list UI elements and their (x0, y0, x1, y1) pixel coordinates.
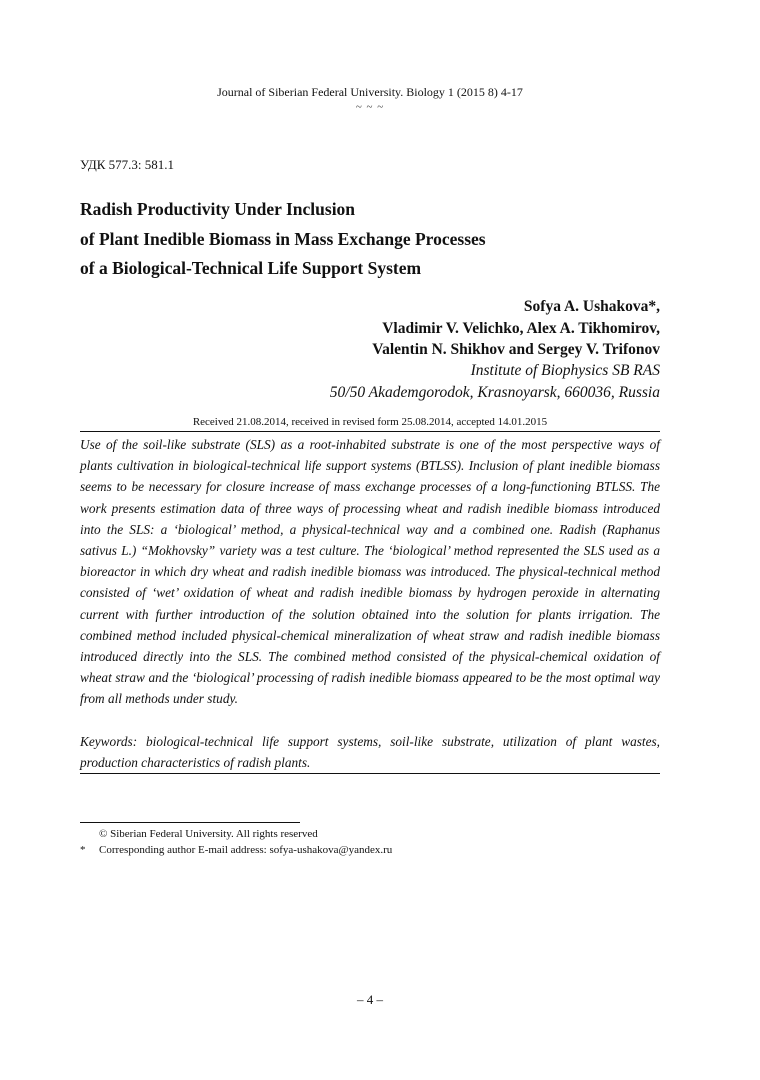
affiliation-line: Institute of Biophysics SB RAS (470, 362, 660, 379)
author-line: Vladimir V. Velichko, Alex A. Tikhomirov, (382, 319, 660, 337)
abstract-top-rule (80, 431, 660, 432)
footnote-rule (80, 822, 300, 823)
received-dates: Received 21.08.2014, received in revised form 25.08.2014, accepted 14.01.2015 (192, 416, 548, 428)
page-number: – 4 – (357, 992, 383, 1007)
footnote-text: Corresponding author E-mail address: sofya-ushakova@yandex.ru (99, 844, 393, 856)
affiliation-line: 50/50 Akademgorodok, Krasnoyarsk, 660036, Russia (329, 383, 660, 401)
affiliation (60, 360, 660, 403)
keywords-bottom-rule (80, 773, 660, 774)
footnote-text: © Siberian Federal University. All rights reserved (99, 828, 318, 840)
title-line: of Plant Inedible Biomass in Mass Exchange Processes (80, 228, 486, 249)
footnote-corresponding (80, 842, 660, 858)
title-line: of a Biological-Technical Life Support System (80, 258, 422, 278)
udk-code: УДК 577.3: 581.1 (80, 157, 175, 172)
journal-header: Journal of Siberian Federal University. Biology 1 (2015 8) 4-17 (217, 85, 523, 99)
abstract-text: Use of the soil-like substrate (SLS) as a root-inhabited substrate is one of the most perspective ways of plants cultivation in biological-technical life support systems (BTLSS). Inclusion of plant inedible biomass seems to be necessary for closure increase of mass exchange processes of a long-functioning BTLSS. The work presents estimation data of three ways of processing wheat and radish inedible biomass introduced into the SLS: a ‘biological’ method, a physical-technical way and a combined one. Radish (Raphanus sativus L.) “Mokhovsky” variety was a test culture. The ‘biological’ method represented the SLS used as a bioreactor in which dry wheat and radish inedible biomass was introduced. The physical-technical method consisted of ‘wet’ oxidation of wheat and radish inedible biomass by hydrogen peroxide in alternating current with further introduction of the solution obtained into the solution for plants irrigation. The combined method included physical-chemical mineralization of wheat straw and radish inedible biomass introduced directly into the SLS. The combined method consisted of the physical-chemical oxidation of wheat straw and the ‘biological’ processing of radish inedible biomass appeared to be the most optimal way from all methods under study. (80, 437, 660, 707)
paper-title (80, 195, 680, 284)
author-line: Sofya A. Ushakova*, (523, 298, 660, 315)
footnote-mark: * (80, 844, 86, 856)
author-line: Valentin N. Shikhov and Sergey V. Trifonov (372, 341, 660, 358)
keywords-text: Keywords: biological-technical life support systems, soil-like substrate, utilization of plant wastes, production characteristics of radish plants. (80, 734, 660, 771)
title-line: Radish Productivity Under Inclusion (80, 199, 356, 219)
footnote-copyright (80, 826, 660, 842)
author-list (60, 296, 660, 361)
header-ornament: ~ ~ ~ (355, 101, 385, 113)
